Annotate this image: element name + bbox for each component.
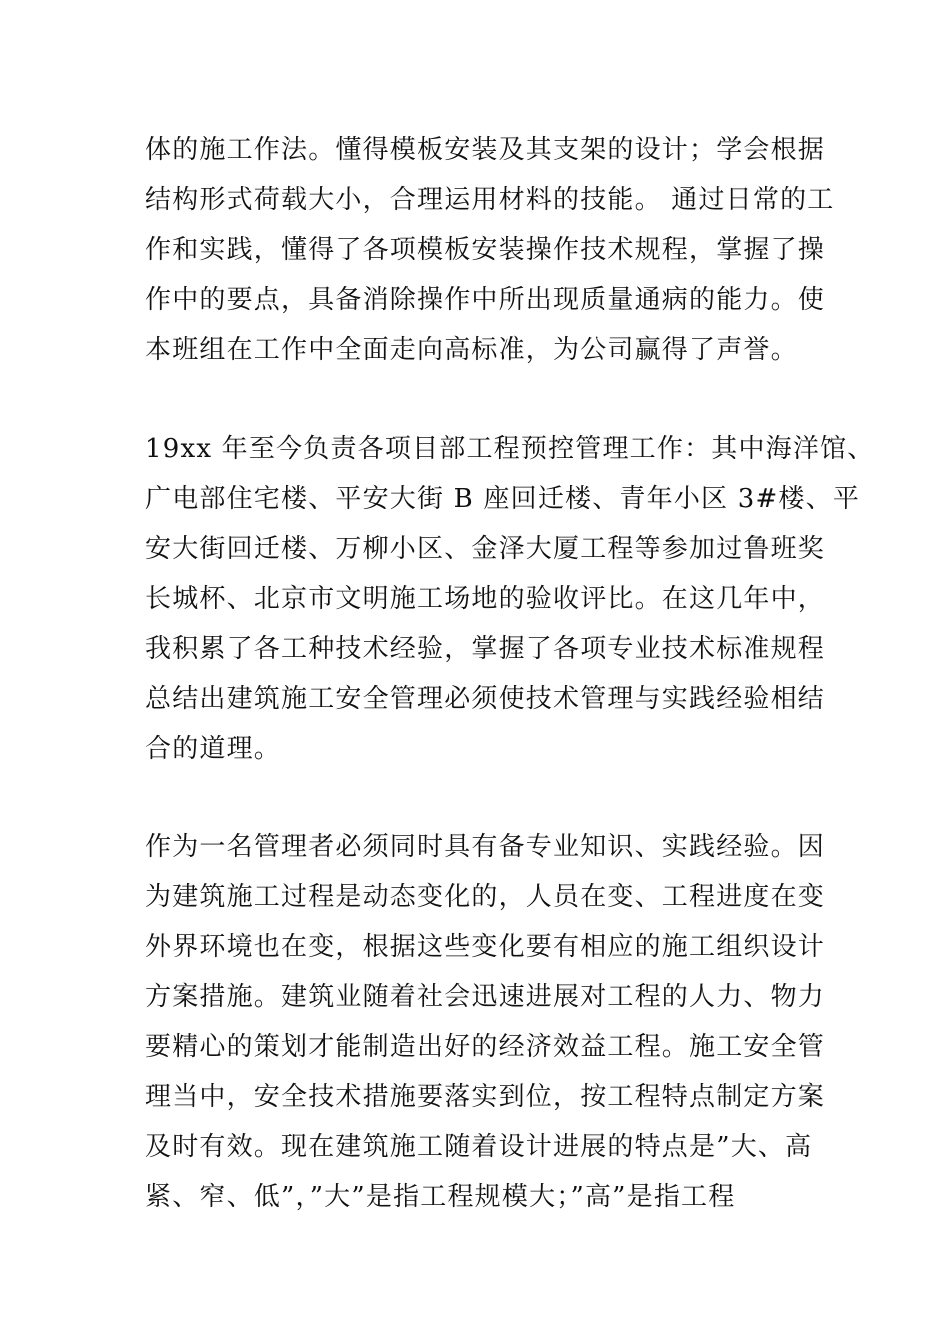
text-line: 结构形式荷载大小，合理运用材料的技能。 通过日常的工 <box>145 185 835 215</box>
text-line: 方案措施。建筑业随着社会迅速进展对工程的人力、物力 <box>145 982 826 1012</box>
text-line: 外界环境也在变，根据这些变化要有相应的施工组织设计 <box>145 932 826 962</box>
text-line: 作为一名管理者必须同时具有备专业知识、实践经验。因 <box>145 832 826 862</box>
text-line: 及时有效。现在建筑施工随着设计进展的特点是”大、高 <box>145 1132 813 1162</box>
text-line: 我积累了各工种技术经验，掌握了各项专业技术标准规程 <box>145 634 826 664</box>
text-line: 作和实践，懂得了各项模板安装操作技术规程，掌握了操 <box>145 235 826 265</box>
text-line: 本班组在工作中全面走向高标准，为公司赢得了声誉。 <box>145 335 798 365</box>
text-line: 广电部住宅楼、平安大街 B 座回迁楼、青年小区 3#楼、平 <box>145 484 861 514</box>
text-line: 安大街回迁楼、万柳小区、金泽大厦工程等参加过鲁班奖 <box>145 534 826 564</box>
text-line: 为建筑施工过程是动态变化的，人员在变、工程进度在变 <box>145 882 826 912</box>
text-line: 体的施工作法。懂得模板安装及其支架的设计；学会根据 <box>145 135 826 165</box>
text-line: 长城杯、北京市文明施工场地的验收评比。在这几年中， <box>145 584 826 614</box>
paragraph-2 <box>145 424 875 774</box>
text-line: 总结出建筑施工安全管理必须使技术管理与实践经验相结 <box>145 684 826 714</box>
text-line: 紧、窄、低”，”大”是指工程规模大；”高”是指工程 <box>145 1182 736 1212</box>
text-line: 合的道理。 <box>145 734 282 764</box>
text-line: 19xx 年至今负责各项目部工程预控管理工作：其中海洋馆、 <box>145 434 875 464</box>
text-line: 理当中，安全技术措施要落实到位，按工程特点制定方案 <box>145 1082 826 1112</box>
text-line: 作中的要点，具备消除操作中所出现质量通病的能力。使 <box>145 285 826 315</box>
paragraph-1 <box>145 125 835 375</box>
paragraph-3 <box>145 822 825 1222</box>
text-line: 要精心的策划才能制造出好的经济效益工程。施工安全管 <box>145 1032 826 1062</box>
